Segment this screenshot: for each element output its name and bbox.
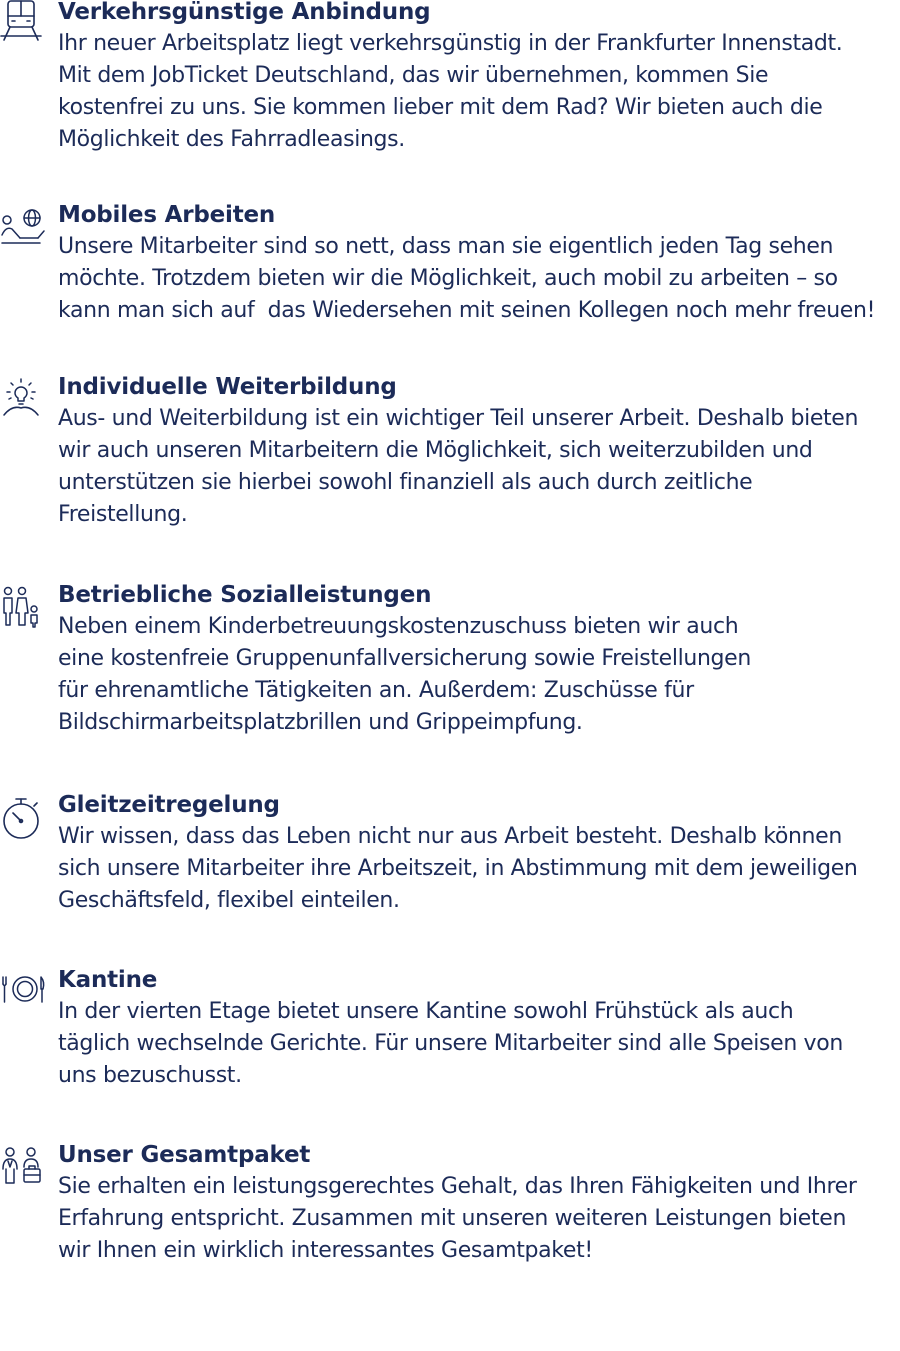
- benefit-text: Aus- und Weiterbildung ist ein wichtiger Teil unserer Arbeit. Deshalb bieten wir auch unseren Mitarbeitern die Möglichkeit, sich weiterzubilden und unterstützen sie hierbei sowohl finanziell als auch durch zeitliche Freistellung.: [58, 406, 859, 527]
- benefit-title: Individuelle Weiterbildung: [58, 374, 397, 400]
- plate-cutlery-icon: [0, 968, 46, 1014]
- train-icon: [0, 0, 46, 44]
- benefit-text: In der vierten Etage bietet unsere Kantine sowohl Frühstück als auch täglich wechselnde Gerichte. Für unsere Mitarbeiter sind alle Speisen von uns bezuschusst.: [58, 999, 843, 1088]
- benefit-title: Mobiles Arbeiten: [58, 202, 276, 228]
- benefit-title: Verkehrsgünstige Anbindung: [58, 0, 431, 25]
- benefit-title: Kantine: [58, 967, 158, 993]
- benefit-text: Ihr neuer Arbeitsplatz liegt verkehrsgünstig in der Frankfurter Innenstadt. Mit dem JobTicket Deutschland, das wir übernehmen, kommen Sie kostenfrei zu uns. Sie kommen lieber mit dem Rad? Wir bieten auch die Möglichkeit des Fahrradleasings.: [58, 31, 843, 152]
- mobile-work-icon: [0, 205, 46, 251]
- benefit-title: Unser Gesamtpaket: [58, 1142, 311, 1168]
- benefit-title: Betriebliche Sozialleistungen: [58, 582, 432, 608]
- benefit-text: Neben einem Kinderbetreuungskostenzuschuss bieten wir auch eine kostenfreie Gruppenunfallversicherung sowie Freistellungen für ehrenamtliche Tätigkeiten an. Außerdem: Zuschüsse für Bildschirmarbeitsplatzbrillen und Grippeimpfung.: [58, 614, 751, 735]
- people-briefcase-icon: [0, 1145, 46, 1191]
- benefit-text: Unsere Mitarbeiter sind so nett, dass man sie eigentlich jeden Tag sehen möchte. Trotzdem bieten wir die Möglichkeit, auch mobil zu arbeiten – so kann man sich auf das Wiedersehen mit seinen Kollegen noch mehr freuen!: [58, 234, 876, 323]
- benefit-title: Gleitzeitregelung: [58, 792, 280, 818]
- benefit-text: Wir wissen, dass das Leben nicht nur aus Arbeit besteht. Deshalb können sich unsere Mitarbeiter ihre Arbeitszeit, in Abstimmung mit dem jeweiligen Geschäftsfeld, flexibel einteilen.: [58, 824, 858, 913]
- stopwatch-icon: [0, 795, 46, 841]
- lightbulb-person-icon: [0, 375, 46, 421]
- family-icon: [0, 585, 46, 631]
- benefit-text: Sie erhalten ein leistungsgerechtes Gehalt, das Ihren Fähigkeiten und Ihrer Erfahrung entspricht. Zusammen mit unseren weiteren Leistungen bieten wir Ihnen ein wirklich interessantes Gesamtpaket!: [58, 1174, 857, 1263]
